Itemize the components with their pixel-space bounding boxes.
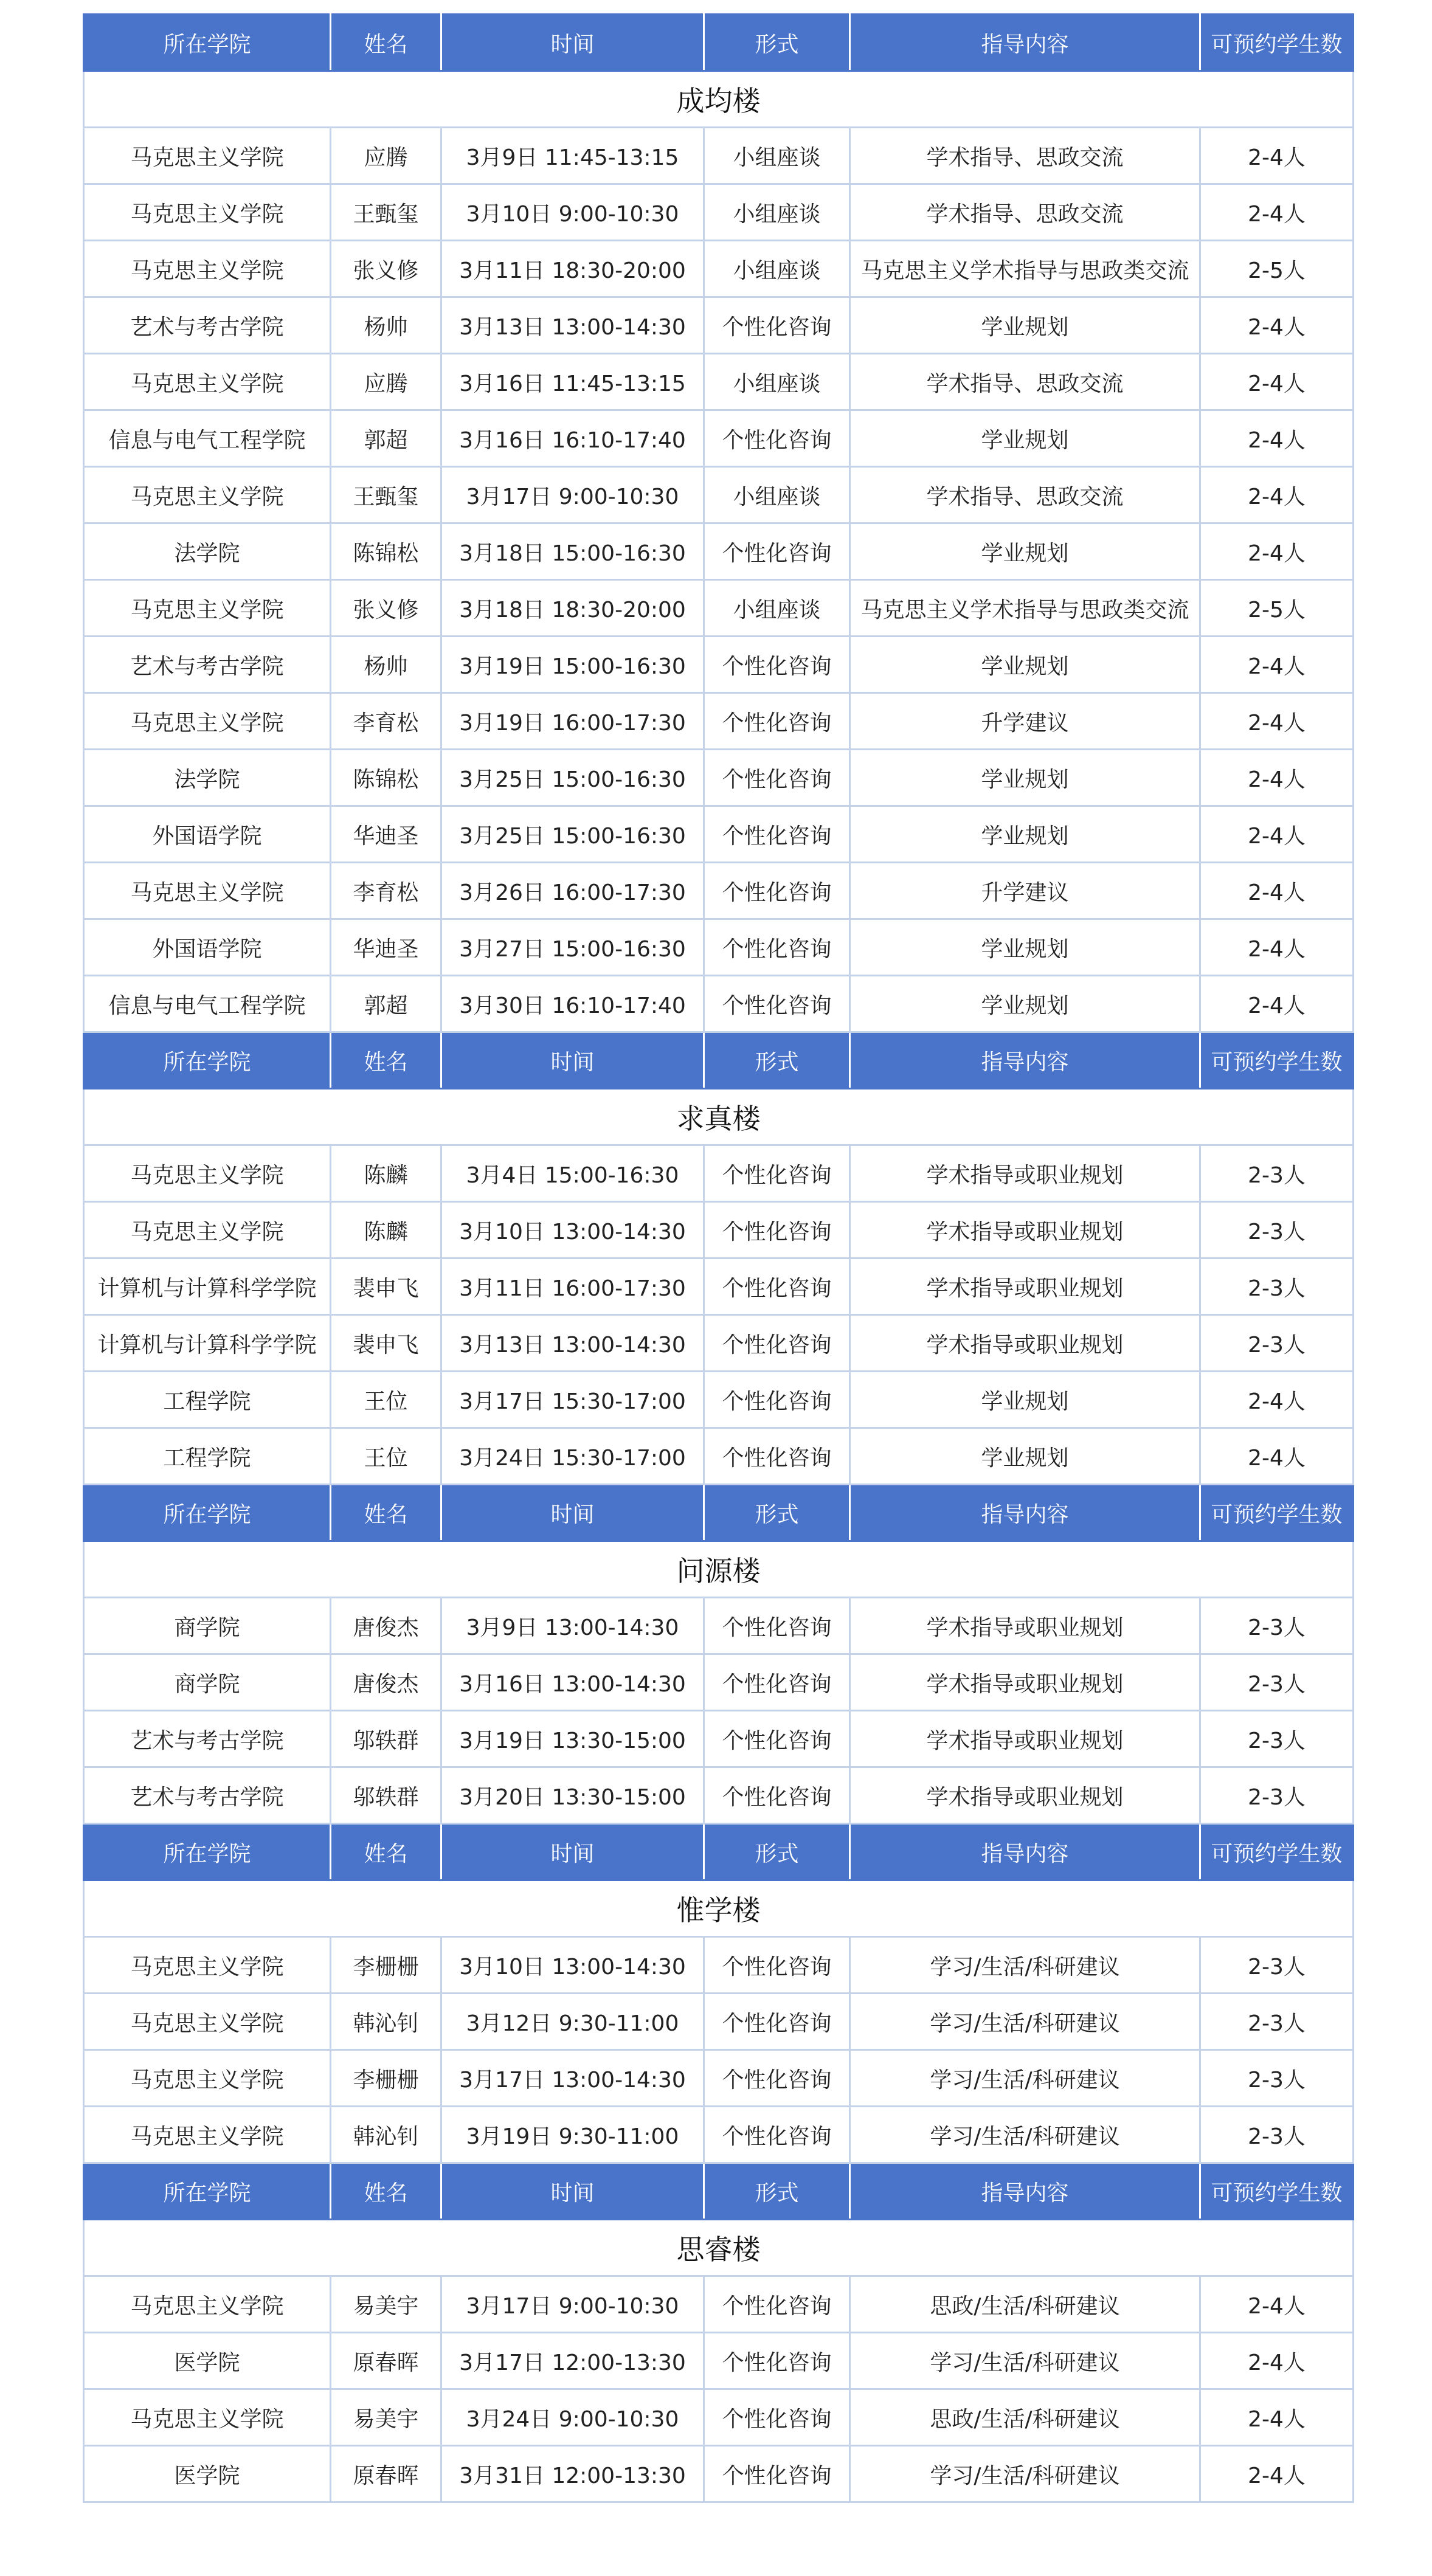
cell-time: 3月10日 13:00-14:30 (441, 1202, 704, 1259)
table-row (84, 863, 1354, 919)
cell-capacity: 2-3人 (1200, 1711, 1354, 1767)
cell-college: 马克思主义学院 (84, 2276, 331, 2333)
cell-name: 陈锦松 (331, 750, 441, 806)
cell-college: 医学院 (84, 2446, 331, 2502)
cell-time: 3月18日 15:00-16:30 (441, 523, 704, 580)
cell-college: 马克思主义学院 (84, 580, 331, 637)
header-col-time: 时间 (441, 1485, 704, 1541)
cell-content: 学术指导或职业规划 (850, 1767, 1200, 1824)
cell-name: 韩沁钊 (331, 1994, 441, 2050)
cell-college: 马克思主义学院 (84, 467, 331, 523)
cell-format: 小组座谈 (704, 467, 850, 523)
cell-time: 3月27日 15:00-16:30 (441, 919, 704, 976)
cell-time: 3月17日 13:00-14:30 (441, 2050, 704, 2107)
cell-college: 工程学院 (84, 1428, 331, 1485)
cell-content: 学习/生活/科研建议 (850, 1994, 1200, 2050)
cell-capacity: 2-3人 (1200, 1202, 1354, 1259)
cell-content: 学习/生活/科研建议 (850, 2050, 1200, 2107)
header-col-capacity: 可预约学生数 (1200, 2163, 1354, 2220)
cell-format: 个性化咨询 (704, 1994, 850, 2050)
cell-time: 3月19日 13:30-15:00 (441, 1711, 704, 1767)
table-row (84, 693, 1354, 750)
cell-capacity: 2-3人 (1200, 1767, 1354, 1824)
header-col-format: 形式 (704, 15, 850, 71)
cell-content: 学业规划 (850, 523, 1200, 580)
building-row (84, 1880, 1354, 1937)
header-col-name: 姓名 (331, 15, 441, 71)
header-row (84, 1485, 1354, 1541)
table-row (84, 750, 1354, 806)
cell-college: 商学院 (84, 1654, 331, 1711)
cell-content: 学术指导、思政交流 (850, 354, 1200, 410)
cell-name: 原春晖 (331, 2333, 441, 2389)
cell-time: 3月31日 12:00-13:30 (441, 2446, 704, 2502)
table-row (84, 1598, 1354, 1654)
cell-college: 马克思主义学院 (84, 1202, 331, 1259)
table-row (84, 2050, 1354, 2107)
cell-format: 个性化咨询 (704, 1937, 850, 1994)
cell-time: 3月20日 13:30-15:00 (441, 1767, 704, 1824)
cell-content: 学业规划 (850, 976, 1200, 1032)
cell-time: 3月24日 15:30-17:00 (441, 1428, 704, 1485)
cell-capacity: 2-4人 (1200, 1428, 1354, 1485)
cell-format: 个性化咨询 (704, 410, 850, 467)
table-row (84, 2389, 1354, 2446)
cell-capacity: 2-5人 (1200, 580, 1354, 637)
cell-college: 马克思主义学院 (84, 1994, 331, 2050)
cell-format: 小组座谈 (704, 241, 850, 297)
cell-format: 个性化咨询 (704, 297, 850, 354)
header-col-format: 形式 (704, 2163, 850, 2220)
cell-content: 学习/生活/科研建议 (850, 2333, 1200, 2389)
header-col-college: 所在学院 (84, 1032, 331, 1089)
cell-content: 学术指导或职业规划 (850, 1202, 1200, 1259)
cell-name: 裴申飞 (331, 1315, 441, 1372)
cell-capacity: 2-3人 (1200, 2107, 1354, 2163)
cell-capacity: 2-4人 (1200, 1372, 1354, 1428)
cell-name: 陈锦松 (331, 523, 441, 580)
cell-name: 唐俊杰 (331, 1654, 441, 1711)
cell-capacity: 2-3人 (1200, 2050, 1354, 2107)
table-row (84, 297, 1354, 354)
header-col-name: 姓名 (331, 2163, 441, 2220)
cell-time: 3月24日 9:00-10:30 (441, 2389, 704, 2446)
cell-college: 艺术与考古学院 (84, 1711, 331, 1767)
cell-content: 学习/生活/科研建议 (850, 1937, 1200, 1994)
cell-format: 个性化咨询 (704, 919, 850, 976)
cell-format: 小组座谈 (704, 184, 850, 241)
cell-format: 个性化咨询 (704, 1598, 850, 1654)
cell-college: 艺术与考古学院 (84, 637, 331, 693)
cell-name: 王甄玺 (331, 467, 441, 523)
cell-time: 3月18日 18:30-20:00 (441, 580, 704, 637)
cell-format: 个性化咨询 (704, 1767, 850, 1824)
cell-content: 马克思主义学术指导与思政类交流 (850, 241, 1200, 297)
cell-name: 李育松 (331, 693, 441, 750)
cell-name: 应腾 (331, 354, 441, 410)
cell-content: 学术指导或职业规划 (850, 1598, 1200, 1654)
cell-name: 邬轶群 (331, 1767, 441, 1824)
cell-name: 陈麟 (331, 1202, 441, 1259)
header-col-capacity: 可预约学生数 (1200, 1824, 1354, 1880)
cell-format: 个性化咨询 (704, 2276, 850, 2333)
header-col-college: 所在学院 (84, 2163, 331, 2220)
cell-time: 3月17日 9:00-10:30 (441, 467, 704, 523)
cell-name: 王位 (331, 1428, 441, 1485)
table-row (84, 354, 1354, 410)
cell-capacity: 2-4人 (1200, 523, 1354, 580)
table-row (84, 184, 1354, 241)
cell-content: 学业规划 (850, 806, 1200, 863)
table-row (84, 410, 1354, 467)
cell-time: 3月13日 13:00-14:30 (441, 297, 704, 354)
cell-name: 唐俊杰 (331, 1598, 441, 1654)
table-row (84, 1654, 1354, 1711)
table-row (84, 1372, 1354, 1428)
cell-name: 易美宇 (331, 2389, 441, 2446)
table-row (84, 1994, 1354, 2050)
cell-college: 计算机与计算科学学院 (84, 1315, 331, 1372)
header-col-college: 所在学院 (84, 1824, 331, 1880)
cell-format: 个性化咨询 (704, 1372, 850, 1428)
cell-name: 易美宇 (331, 2276, 441, 2333)
table-row (84, 2333, 1354, 2389)
cell-college: 马克思主义学院 (84, 1937, 331, 1994)
header-col-content: 指导内容 (850, 2163, 1200, 2220)
header-col-time: 时间 (441, 2163, 704, 2220)
cell-capacity: 2-4人 (1200, 2276, 1354, 2333)
cell-capacity: 2-4人 (1200, 750, 1354, 806)
cell-time: 3月17日 15:30-17:00 (441, 1372, 704, 1428)
table-row (84, 1711, 1354, 1767)
cell-format: 小组座谈 (704, 580, 850, 637)
table-row (84, 128, 1354, 184)
header-col-format: 形式 (704, 1032, 850, 1089)
cell-name: 张义修 (331, 580, 441, 637)
cell-format: 个性化咨询 (704, 2107, 850, 2163)
table-row (84, 1937, 1354, 1994)
cell-format: 个性化咨询 (704, 693, 850, 750)
cell-college: 商学院 (84, 1598, 331, 1654)
cell-capacity: 2-4人 (1200, 467, 1354, 523)
cell-college: 外国语学院 (84, 919, 331, 976)
cell-time: 3月17日 12:00-13:30 (441, 2333, 704, 2389)
cell-format: 个性化咨询 (704, 1202, 850, 1259)
cell-college: 马克思主义学院 (84, 1145, 331, 1202)
header-col-capacity: 可预约学生数 (1200, 1032, 1354, 1089)
cell-name: 华迪圣 (331, 919, 441, 976)
cell-college: 信息与电气工程学院 (84, 410, 331, 467)
cell-format: 个性化咨询 (704, 523, 850, 580)
cell-content: 学习/生活/科研建议 (850, 2107, 1200, 2163)
header-col-content: 指导内容 (850, 1032, 1200, 1089)
cell-content: 学业规划 (850, 750, 1200, 806)
header-col-time: 时间 (441, 15, 704, 71)
header-col-name: 姓名 (331, 1485, 441, 1541)
cell-capacity: 2-3人 (1200, 1315, 1354, 1372)
cell-time: 3月19日 15:00-16:30 (441, 637, 704, 693)
cell-content: 升学建议 (850, 693, 1200, 750)
header-col-content: 指导内容 (850, 15, 1200, 71)
cell-name: 华迪圣 (331, 806, 441, 863)
cell-college: 法学院 (84, 523, 331, 580)
cell-college: 工程学院 (84, 1372, 331, 1428)
cell-format: 个性化咨询 (704, 863, 850, 919)
cell-content: 学术指导或职业规划 (850, 1315, 1200, 1372)
cell-capacity: 2-5人 (1200, 241, 1354, 297)
header-row (84, 1824, 1354, 1880)
header-col-format: 形式 (704, 1485, 850, 1541)
cell-format: 个性化咨询 (704, 1259, 850, 1315)
cell-name: 杨帅 (331, 297, 441, 354)
header-col-content: 指导内容 (850, 1485, 1200, 1541)
cell-content: 思政/生活/科研建议 (850, 2389, 1200, 2446)
cell-college: 马克思主义学院 (84, 241, 331, 297)
header-col-name: 姓名 (331, 1032, 441, 1089)
cell-college: 医学院 (84, 2333, 331, 2389)
table-row (84, 523, 1354, 580)
cell-name: 裴申飞 (331, 1259, 441, 1315)
cell-capacity: 2-3人 (1200, 1937, 1354, 1994)
cell-college: 信息与电气工程学院 (84, 976, 331, 1032)
cell-capacity: 2-3人 (1200, 1259, 1354, 1315)
cell-capacity: 2-4人 (1200, 184, 1354, 241)
cell-college: 艺术与考古学院 (84, 297, 331, 354)
cell-name: 郭超 (331, 410, 441, 467)
cell-college: 马克思主义学院 (84, 184, 331, 241)
table-row (84, 2446, 1354, 2502)
table-row (84, 976, 1354, 1032)
cell-time: 3月16日 16:10-17:40 (441, 410, 704, 467)
table-row (84, 2276, 1354, 2333)
cell-time: 3月16日 11:45-13:15 (441, 354, 704, 410)
cell-content: 学业规划 (850, 1372, 1200, 1428)
cell-time: 3月19日 9:30-11:00 (441, 2107, 704, 2163)
cell-college: 马克思主义学院 (84, 693, 331, 750)
header-col-capacity: 可预约学生数 (1200, 15, 1354, 71)
cell-content: 学术指导、思政交流 (850, 467, 1200, 523)
table-row (84, 2107, 1354, 2163)
table-row (84, 241, 1354, 297)
cell-capacity: 2-3人 (1200, 1654, 1354, 1711)
cell-content: 马克思主义学术指导与思政类交流 (850, 580, 1200, 637)
cell-time: 3月25日 15:00-16:30 (441, 750, 704, 806)
cell-format: 个性化咨询 (704, 1654, 850, 1711)
header-col-capacity: 可预约学生数 (1200, 1485, 1354, 1541)
table-row (84, 1428, 1354, 1485)
cell-name: 邬轶群 (331, 1711, 441, 1767)
cell-name: 韩沁钊 (331, 2107, 441, 2163)
schedule-body (84, 15, 1354, 2502)
cell-time: 3月9日 11:45-13:15 (441, 128, 704, 184)
header-col-time: 时间 (441, 1824, 704, 1880)
header-col-name: 姓名 (331, 1824, 441, 1880)
cell-capacity: 2-3人 (1200, 1145, 1354, 1202)
table-row (84, 1259, 1354, 1315)
cell-college: 马克思主义学院 (84, 863, 331, 919)
building-row (84, 1541, 1354, 1598)
cell-name: 陈麟 (331, 1145, 441, 1202)
cell-content: 学业规划 (850, 410, 1200, 467)
cell-capacity: 2-4人 (1200, 2389, 1354, 2446)
cell-content: 学术指导、思政交流 (850, 184, 1200, 241)
cell-capacity: 2-3人 (1200, 1598, 1354, 1654)
schedule-table (83, 13, 1354, 2503)
cell-format: 个性化咨询 (704, 637, 850, 693)
cell-time: 3月25日 15:00-16:30 (441, 806, 704, 863)
building-title: 惟学楼 (84, 1880, 1354, 1937)
header-col-format: 形式 (704, 1824, 850, 1880)
cell-content: 学术指导或职业规划 (850, 1259, 1200, 1315)
cell-content: 学术指导、思政交流 (850, 128, 1200, 184)
cell-name: 李栅栅 (331, 1937, 441, 1994)
cell-capacity: 2-4人 (1200, 863, 1354, 919)
header-row (84, 15, 1354, 71)
cell-content: 学术指导或职业规划 (850, 1145, 1200, 1202)
table-row (84, 1145, 1354, 1202)
table-row (84, 1315, 1354, 1372)
cell-name: 李育松 (331, 863, 441, 919)
cell-content: 学业规划 (850, 637, 1200, 693)
cell-name: 王甄玺 (331, 184, 441, 241)
cell-capacity: 2-4人 (1200, 637, 1354, 693)
cell-time: 3月12日 9:30-11:00 (441, 1994, 704, 2050)
cell-time: 3月10日 13:00-14:30 (441, 1937, 704, 1994)
cell-content: 学业规划 (850, 1428, 1200, 1485)
cell-name: 王位 (331, 1372, 441, 1428)
table-row (84, 467, 1354, 523)
cell-content: 学习/生活/科研建议 (850, 2446, 1200, 2502)
header-col-college: 所在学院 (84, 1485, 331, 1541)
cell-time: 3月9日 13:00-14:30 (441, 1598, 704, 1654)
building-row (84, 2220, 1354, 2276)
cell-format: 个性化咨询 (704, 806, 850, 863)
cell-content: 学术指导或职业规划 (850, 1654, 1200, 1711)
building-title: 求真楼 (84, 1089, 1354, 1145)
cell-capacity: 2-4人 (1200, 128, 1354, 184)
cell-college: 艺术与考古学院 (84, 1767, 331, 1824)
cell-format: 个性化咨询 (704, 976, 850, 1032)
building-row (84, 1089, 1354, 1145)
cell-capacity: 2-4人 (1200, 806, 1354, 863)
header-col-college: 所在学院 (84, 15, 331, 71)
cell-content: 学术指导或职业规划 (850, 1711, 1200, 1767)
table-row (84, 580, 1354, 637)
cell-college: 法学院 (84, 750, 331, 806)
cell-name: 应腾 (331, 128, 441, 184)
cell-content: 升学建议 (850, 863, 1200, 919)
cell-format: 个性化咨询 (704, 2446, 850, 2502)
building-row (84, 71, 1354, 128)
cell-capacity: 2-4人 (1200, 410, 1354, 467)
cell-time: 3月11日 16:00-17:30 (441, 1259, 704, 1315)
cell-time: 3月11日 18:30-20:00 (441, 241, 704, 297)
cell-capacity: 2-4人 (1200, 297, 1354, 354)
cell-time: 3月13日 13:00-14:30 (441, 1315, 704, 1372)
cell-capacity: 2-4人 (1200, 2446, 1354, 2502)
cell-name: 李栅栅 (331, 2050, 441, 2107)
table-row (84, 919, 1354, 976)
cell-format: 小组座谈 (704, 128, 850, 184)
cell-capacity: 2-4人 (1200, 354, 1354, 410)
cell-format: 个性化咨询 (704, 2050, 850, 2107)
cell-format: 个性化咨询 (704, 1315, 850, 1372)
cell-content: 学业规划 (850, 919, 1200, 976)
cell-time: 3月17日 9:00-10:30 (441, 2276, 704, 2333)
table-row (84, 806, 1354, 863)
cell-capacity: 2-4人 (1200, 919, 1354, 976)
cell-time: 3月19日 16:00-17:30 (441, 693, 704, 750)
building-title: 思睿楼 (84, 2220, 1354, 2276)
cell-college: 马克思主义学院 (84, 354, 331, 410)
cell-capacity: 2-4人 (1200, 693, 1354, 750)
table-row (84, 1202, 1354, 1259)
cell-college: 马克思主义学院 (84, 2050, 331, 2107)
cell-format: 个性化咨询 (704, 1711, 850, 1767)
cell-content: 思政/生活/科研建议 (850, 2276, 1200, 2333)
cell-name: 杨帅 (331, 637, 441, 693)
cell-name: 原春晖 (331, 2446, 441, 2502)
cell-college: 外国语学院 (84, 806, 331, 863)
cell-time: 3月10日 9:00-10:30 (441, 184, 704, 241)
cell-name: 郭超 (331, 976, 441, 1032)
building-title: 成均楼 (84, 71, 1354, 128)
table-row (84, 1767, 1354, 1824)
cell-name: 张义修 (331, 241, 441, 297)
cell-college: 马克思主义学院 (84, 2389, 331, 2446)
header-row (84, 1032, 1354, 1089)
cell-content: 学业规划 (850, 297, 1200, 354)
cell-college: 马克思主义学院 (84, 2107, 331, 2163)
table-row (84, 637, 1354, 693)
building-title: 问源楼 (84, 1541, 1354, 1598)
header-row (84, 2163, 1354, 2220)
cell-format: 个性化咨询 (704, 1428, 850, 1485)
cell-format: 小组座谈 (704, 354, 850, 410)
cell-format: 个性化咨询 (704, 1145, 850, 1202)
cell-time: 3月4日 15:00-16:30 (441, 1145, 704, 1202)
cell-format: 个性化咨询 (704, 2333, 850, 2389)
cell-format: 个性化咨询 (704, 750, 850, 806)
header-col-time: 时间 (441, 1032, 704, 1089)
cell-capacity: 2-3人 (1200, 1994, 1354, 2050)
cell-college: 计算机与计算科学学院 (84, 1259, 331, 1315)
header-col-content: 指导内容 (850, 1824, 1200, 1880)
cell-format: 个性化咨询 (704, 2389, 850, 2446)
cell-college: 马克思主义学院 (84, 128, 331, 184)
cell-capacity: 2-4人 (1200, 976, 1354, 1032)
cell-capacity: 2-4人 (1200, 2333, 1354, 2389)
cell-time: 3月30日 16:10-17:40 (441, 976, 704, 1032)
cell-time: 3月26日 16:00-17:30 (441, 863, 704, 919)
cell-time: 3月16日 13:00-14:30 (441, 1654, 704, 1711)
